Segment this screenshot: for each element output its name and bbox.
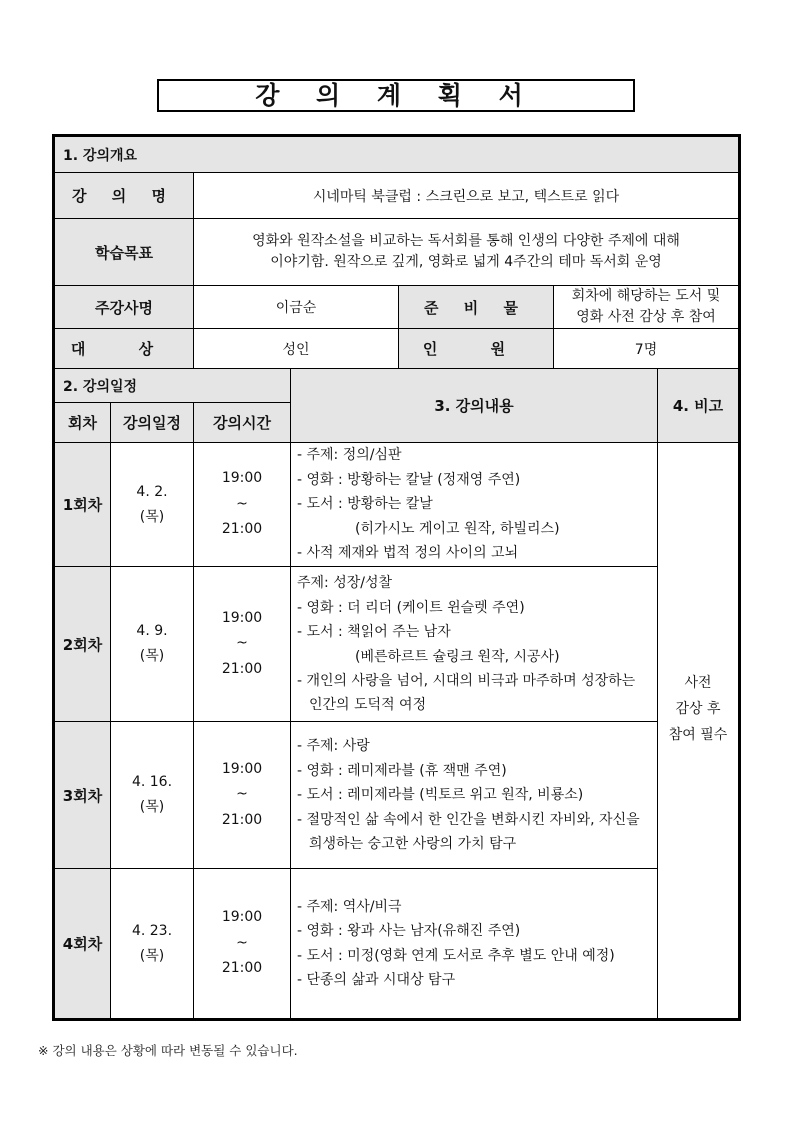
capacity: 7명 [554,329,739,369]
session-number: 2회차 [55,567,111,722]
session-number: 1회차 [55,443,111,567]
lecture-plan-table [54,136,739,1019]
prep-line: 영화 사전 감상 후 참여 [576,309,716,325]
day-value: (목) [139,648,165,664]
content-line: - 사적 제재와 법적 정의 사이의 고뇌 [297,545,519,562]
content-line: - 단종의 삶과 시대상 탐구 [297,972,456,988]
session-time [194,722,291,869]
day-value: (목) [139,508,165,525]
goal [194,219,739,286]
footnote: ※ 강의 내용은 상황에 따라 변동될 수 있습니다. [38,1043,298,1058]
time-end: 21:00 [221,521,263,538]
session-content [291,722,658,869]
course-name: 시네마틱 북클럽 : 스크린으로 보고, 텍스트로 읽다 [194,173,739,219]
date-value: 4. 16. [131,774,173,790]
session-date [111,869,194,1019]
target-label: 대 상 [55,329,194,369]
time-end: 21:00 [221,660,263,677]
content-line: - 주제: 사랑 [297,738,370,755]
content-line: - 도서 : 레미제라블 (빅토르 위고 원작, 비룡소) [297,787,584,804]
note-line: 감상 후 [675,700,721,717]
prep-materials [554,286,739,329]
content-line: - 영화 : 왕과 사는 남자(유해진 주연) [297,923,521,939]
prep-line: 회차에 해당하는 도서 및 [571,288,721,304]
time-start: 19:00 [221,470,263,487]
col-time-header: 강의시간 [194,403,291,443]
instructor-label: 주강사명 [55,286,194,329]
time-sep: ~ [236,635,248,652]
session-content [291,567,658,722]
goal-label: 학습목표 [55,219,194,286]
session-date [111,443,194,567]
schedule-section-label: 2. 강의일정 [55,369,291,403]
time-end: 21:00 [221,811,263,828]
content-line: - 개인의 사랑을 넘어, 시대의 비극과 마주하며 성장하는 인간의 도덕적 여정 [297,673,636,713]
day-value: (목) [139,799,165,815]
capacity-label: 인 원 [399,329,554,369]
content-line: - 도서 : 방황하는 칼날 [297,496,433,513]
course-name-label: 강 의 명 [55,173,194,219]
prep-label: 준 비 물 [399,286,554,329]
session-date [111,567,194,722]
session-content [291,869,658,1019]
content-line: - 도서 : 책읽어 주는 남자 [297,624,451,640]
time-sep: ~ [236,934,248,951]
note-line: 참여 필수 [668,726,728,743]
content-header: 3. 강의내용 [291,369,658,443]
note-line: 사전 [684,674,712,691]
content-line: - 영화 : 레미제라블 (휴 잭맨 주연) [297,762,507,779]
goal-line: 이야기함. 원작으로 깊게, 영화로 넓게 4주간의 테마 독서회 운영 [270,254,662,270]
session-content [291,443,658,567]
content-line: - 도서 : 미정(영화 연계 도서로 추후 별도 안내 예정) [297,947,615,964]
content-line: (히가시노 게이고 원작, 하빌리스) [355,520,560,537]
content-line: (베른하르트 슐링크 원작, 시공사) [355,648,560,665]
note-cell [658,443,739,1019]
date-value: 4. 2. [136,483,168,500]
day-value: (목) [139,947,165,964]
session-time [194,869,291,1019]
time-start: 19:00 [221,609,263,626]
session-time [194,443,291,567]
overview-section-label: 1. 강의개요 [55,137,739,173]
session-number: 3회차 [55,722,111,869]
session-time [194,567,291,722]
content-line: - 절망적인 삶 속에서 한 인간을 변화시킨 자비와, 자신을 희생하는 숭고한 사랑의 가치 탐구 [297,811,640,852]
target-audience: 성인 [194,329,399,369]
time-sep: ~ [236,786,248,803]
content-line: 주제: 성장/성찰 [297,575,393,591]
col-date-header: 강의일정 [111,403,194,443]
date-value: 4. 9. [136,623,168,639]
date-value: 4. 23. [131,922,173,939]
page-title: 강 의 계 획 서 [157,79,635,112]
content-line: - 주제: 정의/심판 [297,447,402,464]
instructor-name: 이금순 [194,286,399,329]
note-header: 4. 비고 [658,369,739,443]
col-session-header: 회차 [55,403,111,443]
content-line: - 주제: 역사/비극 [297,898,402,915]
session-number: 4회차 [55,869,111,1019]
time-end: 21:00 [221,960,263,977]
time-start: 19:00 [221,909,263,926]
content-line: - 영화 : 방황하는 칼날 (정재영 주연) [297,471,521,488]
goal-line: 영화와 원작소설을 비교하는 독서회를 통해 인생의 다양한 주제에 대해 [252,233,680,249]
time-start: 19:00 [221,760,263,777]
time-sep: ~ [236,495,248,512]
session-date [111,722,194,869]
content-line: - 영화 : 더 리더 (케이트 윈슬렛 주연) [297,599,525,616]
